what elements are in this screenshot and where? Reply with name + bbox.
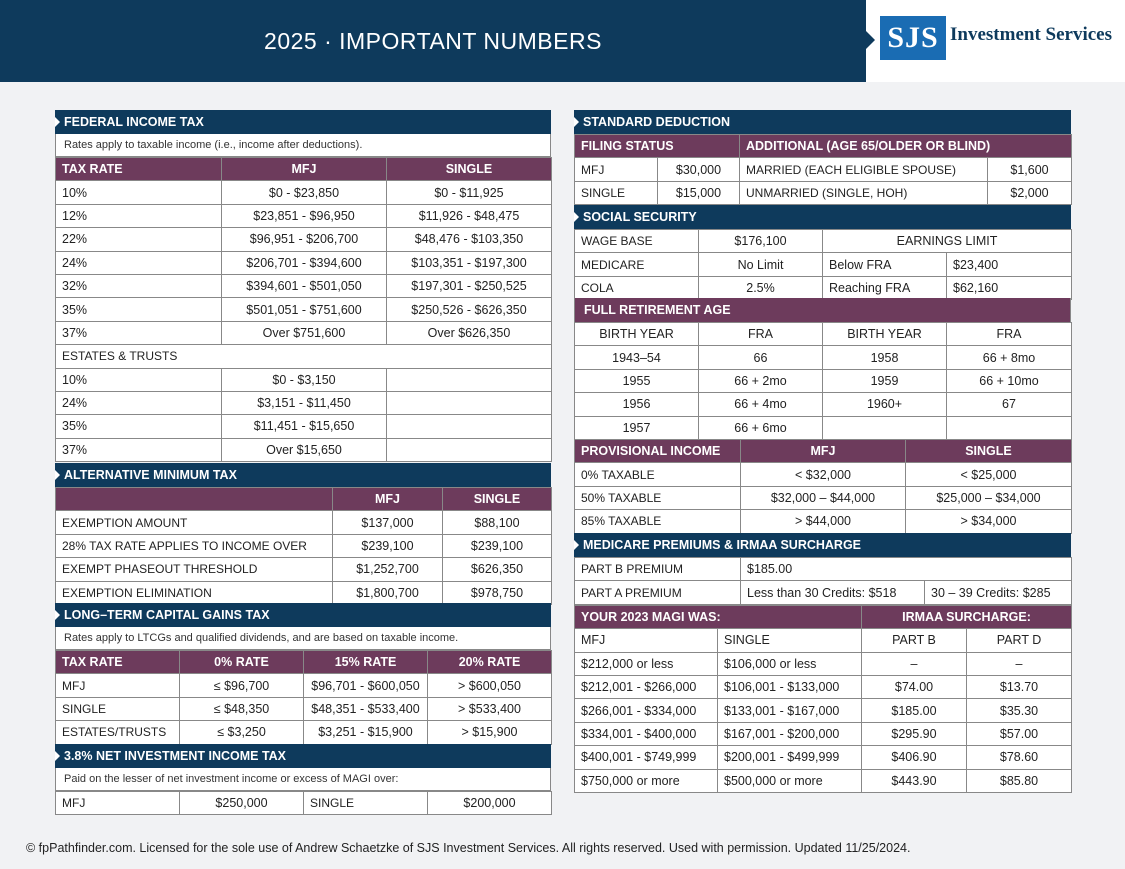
- table-row: [56, 204, 552, 227]
- section-note: Paid on the lesser of net investment income or excess of MAGI over:: [55, 768, 551, 791]
- table-cell: $250,526 - $626,350: [387, 298, 552, 321]
- table-cell: 2.5%: [699, 276, 823, 299]
- table-cell: 67: [947, 393, 1072, 416]
- social-security-section: [574, 205, 1071, 300]
- table-cell: $266,001 - $334,000: [575, 699, 718, 722]
- table-cell: SINGLE: [575, 181, 658, 204]
- table-row: [56, 581, 552, 604]
- table-row: [56, 181, 552, 204]
- table-cell: 35%: [56, 298, 222, 321]
- column-header: MFJ: [575, 629, 718, 652]
- table-cell: WAGE BASE: [575, 230, 699, 253]
- table-cell: $400,001 - $749,999: [575, 746, 718, 769]
- table-cell: $11,451 - $15,650: [222, 415, 387, 438]
- table-cell: MFJ: [56, 792, 180, 815]
- table-row: [56, 274, 552, 297]
- table-cell: $0 - $3,150: [222, 368, 387, 391]
- table-cell: [387, 415, 552, 438]
- section-title: FULL RETIREMENT AGE: [574, 298, 1071, 322]
- table-row: [56, 415, 552, 438]
- ltcg-table: [55, 650, 552, 745]
- table-cell: 0% TAXABLE: [575, 463, 741, 486]
- column-header: 0% RATE: [180, 651, 304, 674]
- table-cell: $88,100: [443, 511, 552, 534]
- column-header: [56, 488, 333, 511]
- table-cell: $197,301 - $250,525: [387, 274, 552, 297]
- table-cell: SINGLE: [304, 792, 428, 815]
- table-cell: $30,000: [658, 158, 740, 181]
- table-cell: 22%: [56, 228, 222, 251]
- table-row: [56, 558, 552, 581]
- table-cell: 24%: [56, 391, 222, 414]
- table-cell: $57.00: [967, 722, 1072, 745]
- table-row: [56, 368, 552, 391]
- table-cell: ≤ $96,700: [180, 674, 304, 697]
- table-cell: EXEMPT PHASEOUT THRESHOLD: [56, 558, 333, 581]
- table-cell: $1,600: [988, 158, 1072, 181]
- table-cell: 24%: [56, 251, 222, 274]
- table-cell: 28% TAX RATE APPLIES TO INCOME OVER: [56, 534, 333, 557]
- table-row: [56, 228, 552, 251]
- table-cell: 1959: [823, 369, 947, 392]
- table-cell: 66 + 6mo: [699, 416, 823, 439]
- table-row: [575, 746, 1072, 769]
- table-cell: 30 – 39 Credits: $285: [925, 581, 1072, 604]
- table-row: [575, 416, 1072, 439]
- table-cell: < $32,000: [741, 463, 906, 486]
- table-cell: 50% TAXABLE: [575, 486, 741, 509]
- table-cell: 1960+: [823, 393, 947, 416]
- provisional-income-section: [574, 439, 1071, 534]
- table-row: [575, 158, 1072, 181]
- column-header: FRA: [947, 323, 1072, 346]
- table-cell: Over $15,650: [222, 438, 387, 461]
- table-cell: 66 + 10mo: [947, 369, 1072, 392]
- table-cell: PART A PREMIUM: [575, 581, 741, 604]
- table-cell: $35.30: [967, 699, 1072, 722]
- column-header: SINGLE: [718, 629, 862, 652]
- table-cell: $23,400: [947, 253, 1072, 276]
- table-row: [575, 510, 1072, 533]
- ltcg-section: [55, 603, 551, 745]
- table-cell: $1,252,700: [333, 558, 443, 581]
- table-cell: UNMARRIED (SINGLE, HOH): [740, 181, 988, 204]
- table-cell: 66 + 4mo: [699, 393, 823, 416]
- table-cell: $501,051 - $751,600: [222, 298, 387, 321]
- table-cell: Reaching FRA: [823, 276, 947, 299]
- table-cell: MFJ: [575, 158, 658, 181]
- section-note: Rates apply to taxable income (i.e., income after deductions).: [55, 134, 551, 157]
- table-cell: $48,351 - $533,400: [304, 697, 428, 720]
- table-cell: $25,000 – $34,000: [906, 486, 1072, 509]
- table-cell: 1958: [823, 346, 947, 369]
- table-cell: 66 + 8mo: [947, 346, 1072, 369]
- table-cell: No Limit: [699, 253, 823, 276]
- table-cell: [947, 416, 1072, 439]
- table-cell: MFJ: [56, 674, 180, 697]
- table-row: [56, 697, 552, 720]
- column-header: PART B: [862, 629, 967, 652]
- table-cell: ≤ $48,350: [180, 697, 304, 720]
- table-row: [56, 511, 552, 534]
- table-row: [575, 558, 1072, 581]
- standard-deduction-section: [574, 110, 1071, 205]
- table-cell: 1955: [575, 369, 699, 392]
- section-title: SOCIAL SECURITY: [574, 205, 1071, 229]
- logo-text: Investment Services: [950, 24, 1112, 45]
- irmaa-label: IRMAA SURCHARGE:: [862, 605, 1072, 628]
- table-cell: $443.90: [862, 769, 967, 792]
- table-cell: $212,000 or less: [575, 652, 718, 675]
- table-row: [56, 391, 552, 414]
- table-row: [575, 699, 1072, 722]
- column-header: PART D: [967, 629, 1072, 652]
- column-header: BIRTH YEAR: [575, 323, 699, 346]
- medicare-premium-table: [574, 557, 1072, 605]
- amt-table: [55, 487, 552, 605]
- table-cell: [387, 438, 552, 461]
- table-cell: $96,701 - $600,050: [304, 674, 428, 697]
- table-header-row: [56, 158, 552, 181]
- table-row: [575, 230, 1072, 253]
- table-cell: > $600,050: [428, 674, 552, 697]
- table-cell: $626,350: [443, 558, 552, 581]
- table-cell: $13.70: [967, 675, 1072, 698]
- column-header: TAX RATE: [56, 651, 180, 674]
- table-header-row: [56, 651, 552, 674]
- table-row: [575, 369, 1072, 392]
- table-cell: [823, 416, 947, 439]
- table-cell: ≤ $3,250: [180, 721, 304, 744]
- table-cell: 32%: [56, 274, 222, 297]
- column-header: ADDITIONAL (AGE 65/OLDER OR BLIND): [740, 135, 1072, 158]
- table-cell: > $533,400: [428, 697, 552, 720]
- table-header-row: [56, 488, 552, 511]
- table-cell: [387, 368, 552, 391]
- table-cell: < $25,000: [906, 463, 1072, 486]
- table-row: [56, 674, 552, 697]
- table-cell: $133,001 - $167,000: [718, 699, 862, 722]
- full-retirement-age-section: [574, 298, 1071, 440]
- table-cell: $500,000 or more: [718, 769, 862, 792]
- table-cell: 66: [699, 346, 823, 369]
- table-row: [575, 652, 1072, 675]
- table-row: [575, 675, 1072, 698]
- section-title: LONG–TERM CAPITAL GAINS TAX: [55, 603, 551, 627]
- table-cell: $334,001 - $400,000: [575, 722, 718, 745]
- section-title: 3.8% NET INVESTMENT INCOME TAX: [55, 744, 551, 768]
- table-cell: $295.90: [862, 722, 967, 745]
- column-header: PROVISIONAL INCOME: [575, 440, 741, 463]
- table-cell: > $44,000: [741, 510, 906, 533]
- table-cell: 1956: [575, 393, 699, 416]
- table-cell: $62,160: [947, 276, 1072, 299]
- table-cell: $250,000: [180, 792, 304, 815]
- column-header: MFJ: [741, 440, 906, 463]
- table-row: [575, 629, 1072, 652]
- table-cell: Below FRA: [823, 253, 947, 276]
- social-security-table: [574, 229, 1072, 300]
- table-cell: [387, 391, 552, 414]
- table-cell: EXEMPTION ELIMINATION: [56, 581, 333, 604]
- estates-trusts-row: [56, 345, 552, 368]
- niit-section: [55, 744, 551, 815]
- table-cell: ESTATES/TRUSTS: [56, 721, 180, 744]
- table-cell: $239,100: [333, 534, 443, 557]
- column-header: SINGLE: [387, 158, 552, 181]
- table-cell: $3,251 - $15,900: [304, 721, 428, 744]
- table-cell: 10%: [56, 181, 222, 204]
- amt-section: [55, 463, 551, 605]
- table-cell: $78.60: [967, 746, 1072, 769]
- table-row: [56, 438, 552, 461]
- column-header: BIRTH YEAR: [823, 323, 947, 346]
- table-cell: 1957: [575, 416, 699, 439]
- niit-table: [55, 791, 552, 815]
- table-row: [56, 251, 552, 274]
- section-title: FEDERAL INCOME TAX: [55, 110, 551, 134]
- page-title: 2025 · IMPORTANT NUMBERS: [264, 27, 602, 54]
- table-cell: 37%: [56, 321, 222, 344]
- table-row: [575, 346, 1072, 369]
- table-cell: 85% TAXABLE: [575, 510, 741, 533]
- table-cell: 10%: [56, 368, 222, 391]
- table-cell: $750,000 or more: [575, 769, 718, 792]
- table-cell: 37%: [56, 438, 222, 461]
- irmaa-table: [574, 605, 1072, 793]
- table-row: [575, 181, 1072, 204]
- table-cell: $11,926 - $48,475: [387, 204, 552, 227]
- column-header: 20% RATE: [428, 651, 552, 674]
- table-cell: PART B PREMIUM: [575, 558, 741, 581]
- table-row: [56, 298, 552, 321]
- table-row: [56, 321, 552, 344]
- table-cell: $200,000: [428, 792, 552, 815]
- table-cell: $394,601 - $501,050: [222, 274, 387, 297]
- table-cell: $200,001 - $499,999: [718, 746, 862, 769]
- table-cell: –: [862, 652, 967, 675]
- footer-copyright: © fpPathfinder.com. Licensed for the sole use of Andrew Schaetzke of SJS Investment Services. All rights reserved. Used with permission. Updated 11/25/2024.: [26, 841, 911, 855]
- table-cell: $3,151 - $11,450: [222, 391, 387, 414]
- table-cell: $212,001 - $266,000: [575, 675, 718, 698]
- table-cell: EARNINGS LIMIT: [823, 230, 1072, 253]
- table-cell: Over $626,350: [387, 321, 552, 344]
- table-cell: $48,476 - $103,350: [387, 228, 552, 251]
- table-cell: $137,000: [333, 511, 443, 534]
- table-cell: $1,800,700: [333, 581, 443, 604]
- table-row: [56, 534, 552, 557]
- table-header-row: [575, 440, 1072, 463]
- standard-deduction-table: [574, 134, 1072, 205]
- table-row: [575, 722, 1072, 745]
- table-cell: Less than 30 Credits: $518: [741, 581, 925, 604]
- table-header-row: [575, 135, 1072, 158]
- section-note: Rates apply to LTCGs and qualified dividends, and are based on taxable income.: [55, 627, 551, 650]
- table-cell: $106,001 - $133,000: [718, 675, 862, 698]
- federal-income-tax-section: [55, 110, 551, 462]
- column-header: FILING STATUS: [575, 135, 740, 158]
- table-row: [575, 276, 1072, 299]
- column-header: TAX RATE: [56, 158, 222, 181]
- federal-income-tax-table: [55, 157, 552, 462]
- medicare-section: [574, 533, 1071, 793]
- table-cell: $185.00: [862, 699, 967, 722]
- table-cell: 35%: [56, 415, 222, 438]
- table-cell: $0 - $11,925: [387, 181, 552, 204]
- table-cell: $206,701 - $394,600: [222, 251, 387, 274]
- column-header: MFJ: [222, 158, 387, 181]
- table-cell: Over $751,600: [222, 321, 387, 344]
- table-cell: > $34,000: [906, 510, 1072, 533]
- section-title: ALTERNATIVE MINIMUM TAX: [55, 463, 551, 487]
- table-cell: $978,750: [443, 581, 552, 604]
- table-row: [575, 463, 1072, 486]
- column-header: MFJ: [333, 488, 443, 511]
- provisional-income-table: [574, 439, 1072, 534]
- table-cell: 66 + 2mo: [699, 369, 823, 392]
- table-cell: $103,351 - $197,300: [387, 251, 552, 274]
- header-notch: [866, 31, 875, 49]
- section-title: STANDARD DEDUCTION: [574, 110, 1071, 134]
- table-cell: 1943–54: [575, 346, 699, 369]
- table-cell: –: [967, 652, 1072, 675]
- table-row: [575, 581, 1072, 604]
- table-row: [56, 792, 552, 815]
- table-cell: $32,000 – $44,000: [741, 486, 906, 509]
- section-title: MEDICARE PREMIUMS & IRMAA SURCHARGE: [574, 533, 1071, 557]
- magi-label: YOUR 2023 MAGI WAS:: [575, 605, 862, 628]
- table-row: [575, 486, 1072, 509]
- estates-trusts-label: ESTATES & TRUSTS: [56, 345, 552, 368]
- fra-table: [574, 322, 1072, 440]
- table-row: [575, 393, 1072, 416]
- table-cell: $23,851 - $96,950: [222, 204, 387, 227]
- column-header: FRA: [699, 323, 823, 346]
- table-row: [575, 323, 1072, 346]
- table-cell: SINGLE: [56, 697, 180, 720]
- table-cell: $239,100: [443, 534, 552, 557]
- table-cell: $85.80: [967, 769, 1072, 792]
- table-header-row: [575, 605, 1072, 628]
- table-cell: $0 - $23,850: [222, 181, 387, 204]
- table-cell: COLA: [575, 276, 699, 299]
- column-header: SINGLE: [906, 440, 1072, 463]
- table-cell: $96,951 - $206,700: [222, 228, 387, 251]
- column-header: 15% RATE: [304, 651, 428, 674]
- table-cell: MEDICARE: [575, 253, 699, 276]
- table-cell: $167,001 - $200,000: [718, 722, 862, 745]
- table-cell: $106,000 or less: [718, 652, 862, 675]
- table-cell: MARRIED (EACH ELIGIBLE SPOUSE): [740, 158, 988, 181]
- table-cell: $2,000: [988, 181, 1072, 204]
- sjs-logo-mark: SJS: [880, 16, 946, 60]
- table-row: [575, 253, 1072, 276]
- table-cell: EXEMPTION AMOUNT: [56, 511, 333, 534]
- table-cell: $176,100: [699, 230, 823, 253]
- column-header: SINGLE: [443, 488, 552, 511]
- table-cell: 12%: [56, 204, 222, 227]
- table-cell: $185.00: [741, 558, 1072, 581]
- table-cell: > $15,900: [428, 721, 552, 744]
- table-row: [56, 721, 552, 744]
- table-cell: $406.90: [862, 746, 967, 769]
- table-cell: $15,000: [658, 181, 740, 204]
- table-row: [575, 769, 1072, 792]
- table-cell: $74.00: [862, 675, 967, 698]
